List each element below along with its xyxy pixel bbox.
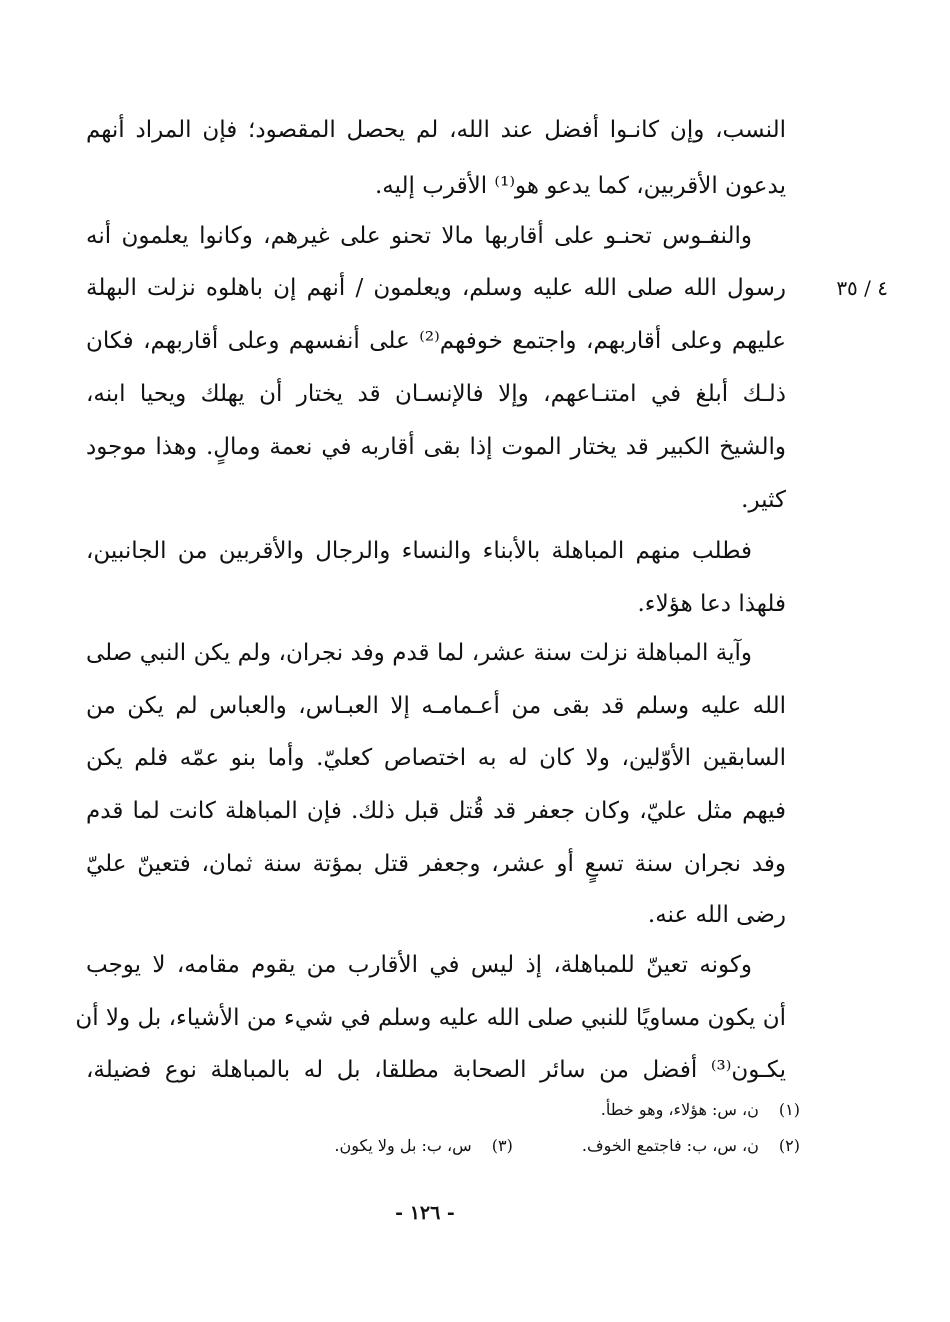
text-line: رضى الله عنه. xyxy=(647,902,786,928)
text-line: كثير. xyxy=(741,487,786,513)
footnote-number: (٢) xyxy=(778,1136,800,1155)
text-line: يدعون الأقربين، كما يدعو هو⁽¹⁾ الأقرب إليه. xyxy=(374,173,786,199)
footnote-1 xyxy=(601,1092,800,1128)
text-line: والنفـوس تحنـو على أقاربها مالا تحنو على غيرهم، وكانوا يعلمون أنه xyxy=(86,223,752,249)
page-number: - ١٢٦ - xyxy=(395,1202,455,1224)
footnote-3 xyxy=(334,1128,512,1164)
text-line: وكونه تعينّ للمباهلة، إذ ليس في الأقارب من يقوم مقامه، لا يوجب xyxy=(86,952,752,978)
footnote-text: ن، س، ب: فاجتمع الخوف. xyxy=(581,1136,759,1155)
footnote-line xyxy=(150,1092,800,1128)
margin-reference: ٤ / ٣٥ xyxy=(836,276,888,300)
text-line: وآية المباهلة نزلت سنة عشر، لما قدم وفد نجران، ولم يكن النبي صلى xyxy=(86,640,752,666)
text-line: فيهم مثل عليّ، وكان جعفر قد قُتل قبل ذلك. فإن المباهلة كانت لما قدم xyxy=(86,798,786,824)
footnote-2 xyxy=(582,1128,800,1164)
text-line: فلهذا دعا هؤلاء. xyxy=(637,591,786,617)
footnote-text: ن، س: هؤلاء، وهو خطأ. xyxy=(600,1100,759,1119)
footnotes xyxy=(150,1092,800,1164)
text-line: عليهم وعلى أقاربهم، واجتمع خوفهم⁽²⁾ على أنفسهم وعلى أقاربهم، فكان xyxy=(86,328,787,354)
footnote-number: (٣) xyxy=(491,1136,513,1155)
text-line: فطلب منهم المباهلة بالأبناء والنساء والرجال والأقربين من الجانبين، xyxy=(86,538,752,564)
text-line: يكـون⁽³⁾ أفضل من سائر الصحابة مطلقا، بل له بالمباهلة نوع فضيلة، xyxy=(86,1057,786,1083)
text-line: أن يكون مساويًا للنبي صلى الله عليه وسلم في شيء من الأشياء، بل ولا أن xyxy=(75,1005,786,1031)
text-line: والشيخ الكبير قد يختار الموت إذا بقى أقاربه في نعمة ومالٍ. وهذا موجود xyxy=(86,434,786,460)
footnote-line xyxy=(150,1128,800,1164)
text-line: ذلـك أبلغ في امتنـاعهم، وإلا فالإنسـان قد يختار أن يهلك ويحيا ابنه، xyxy=(86,381,786,407)
footnote-number: (١) xyxy=(778,1100,800,1119)
text-line: النسب، وإن كانـوا أفضل عند الله، لم يحصل المقصود؛ فإن المراد أنهم xyxy=(86,117,786,143)
text-line: السابقين الأوّلين، ولا كان له به اختصاص كعليّ. وأما بنو عمّه فلم يكن xyxy=(86,745,786,771)
text-line: رسول الله صلى الله عليه وسلم، ويعلمون / أنهم إن باهلوه نزلت البهلة xyxy=(86,275,786,301)
text-line: وفد نجران سنة تسعٍ أو عشر، وجعفر قتل بمؤتة سنة ثمان، فتعينّ عليّ xyxy=(86,851,786,877)
footnote-text: س، ب: بل ولا يكون. xyxy=(334,1136,472,1155)
text-line: الله عليه وسلم قد بقى من أعـمامـه إلا العبـاس، والعباس لم يكن من xyxy=(86,693,786,719)
